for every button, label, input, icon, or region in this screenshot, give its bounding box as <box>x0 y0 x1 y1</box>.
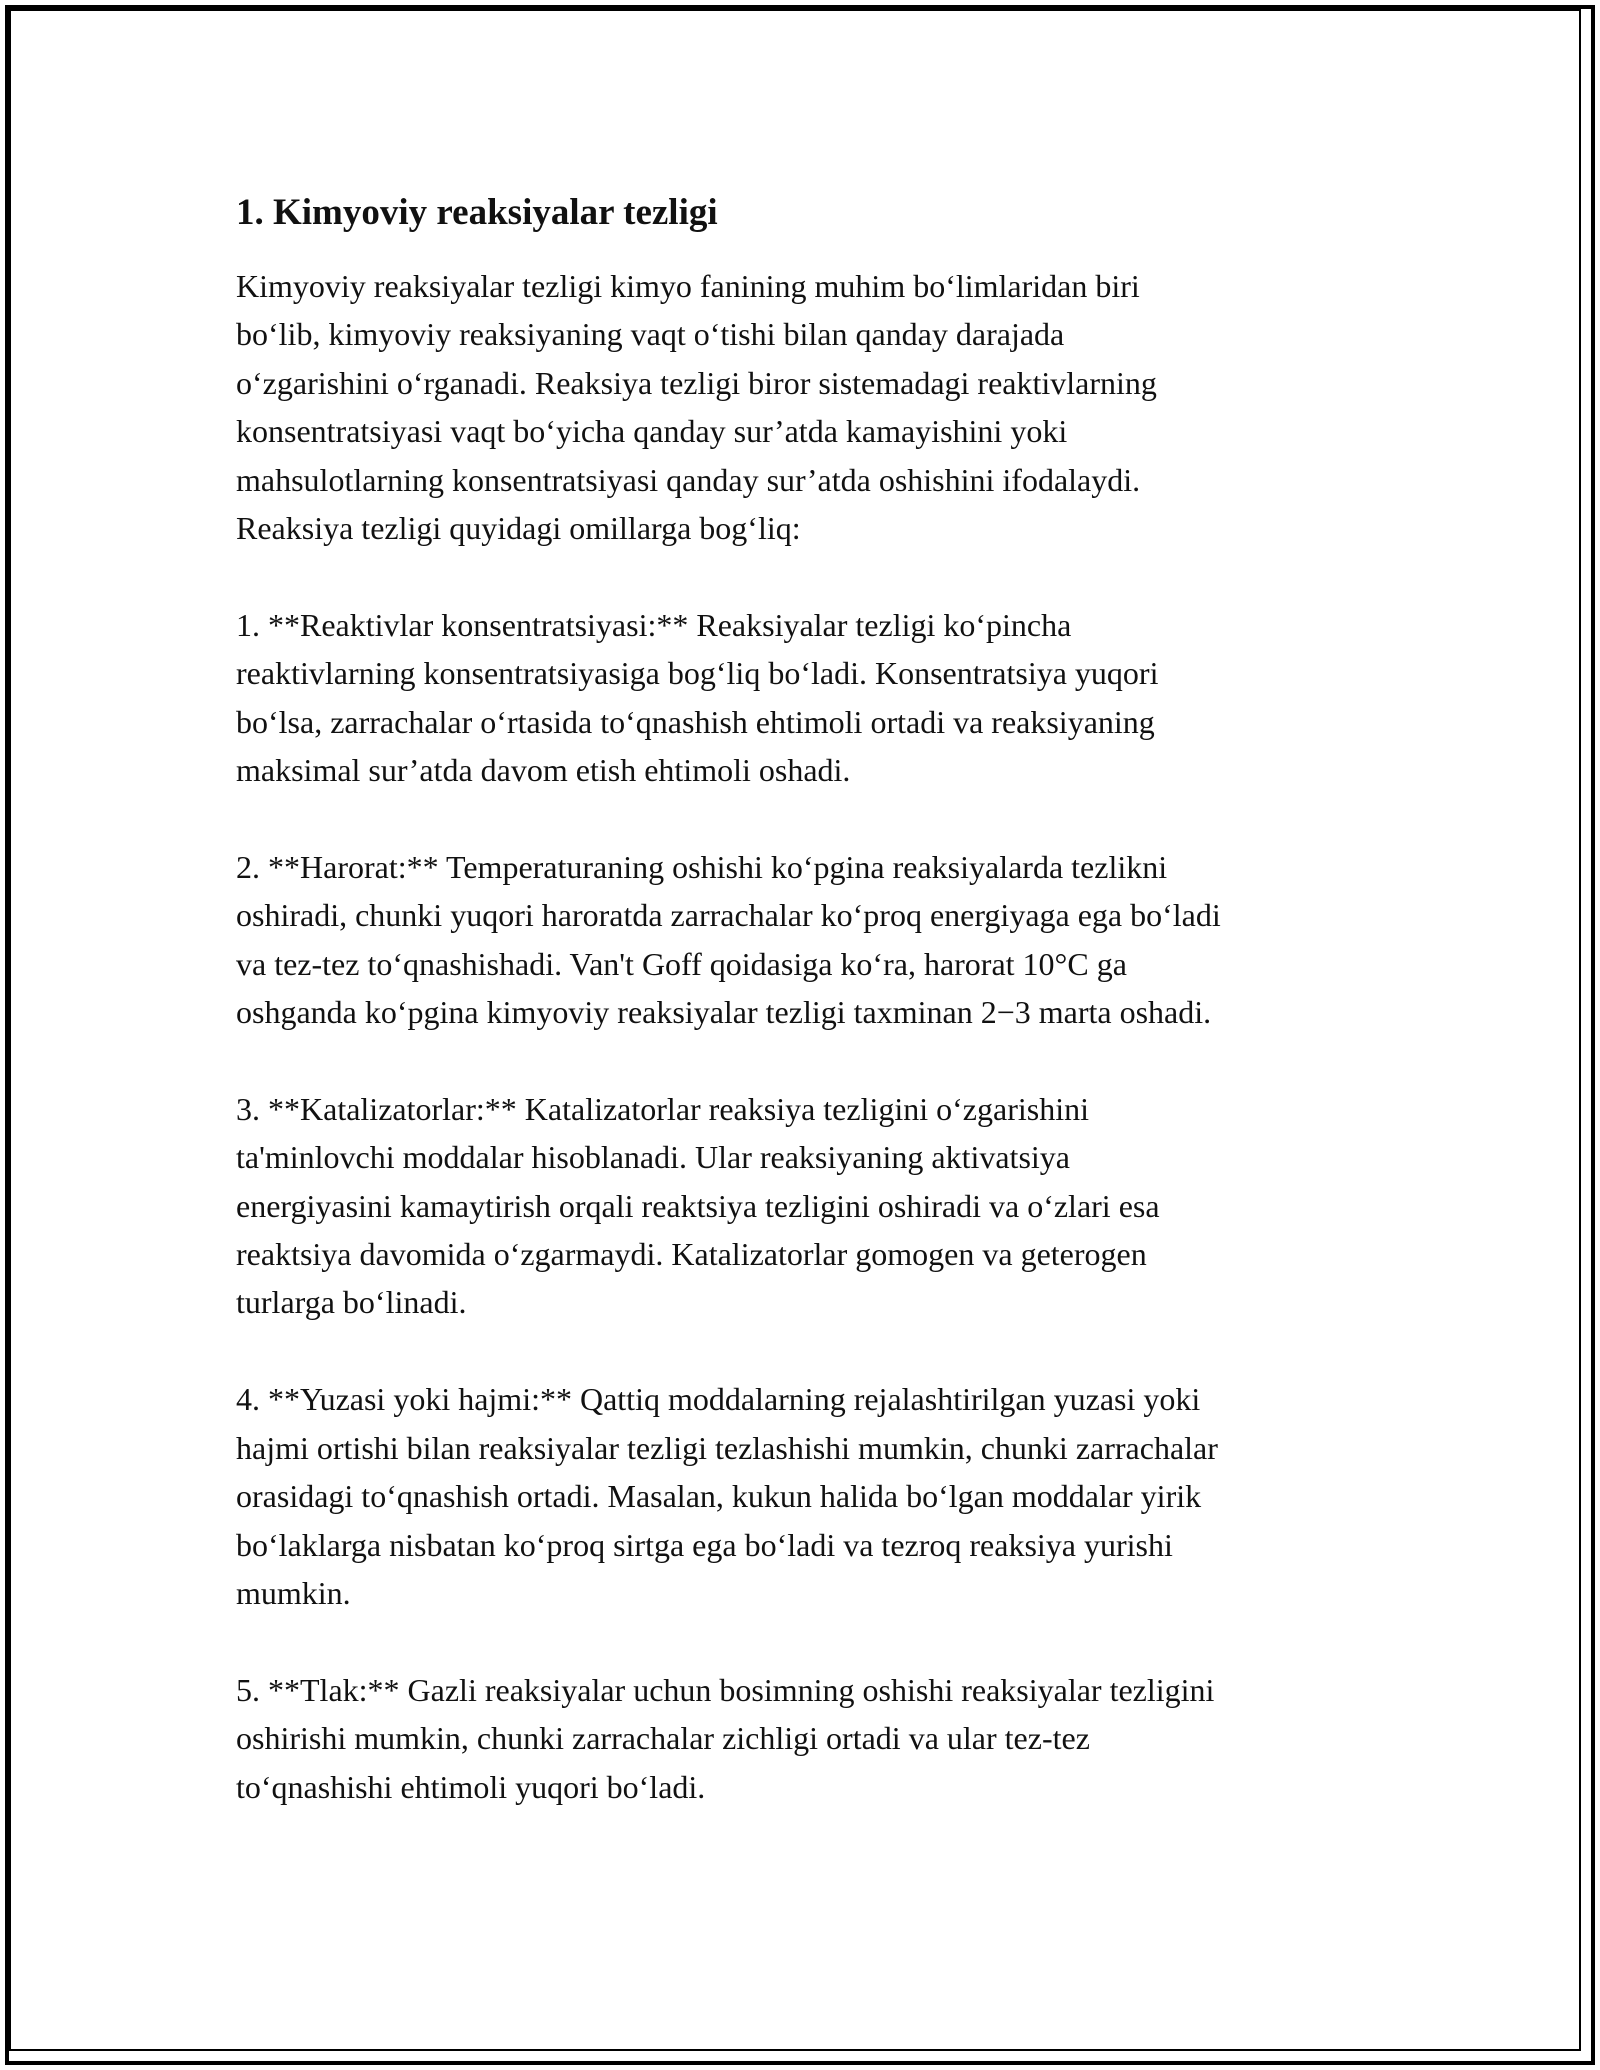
text-line: 5. **Tlak:** Gazli reaksiyalar uchun bosimning oshishi reaksiyalar tezligini <box>236 1671 1215 1708</box>
text-line: oshganda ko‘pgina kimyoviy reaksiyalar tezligi taxminan 2−3 marta oshadi. <box>236 994 1212 1031</box>
text-line: oshirishi mumkin, chunki zarrachalar zichligi ortadi va ular tez-tez <box>236 1720 1090 1757</box>
document-body <box>236 186 1376 1811</box>
text-line: mahsulotlarning konsentratsiyasi qanday sur’atda oshishini ifodalaydi. <box>236 461 1141 498</box>
text-line: bo‘lib, kimyoviy reaksiyaning vaqt o‘tishi bilan qanday darajada <box>236 316 1065 353</box>
text-line: hajmi ortishi bilan reaksiyalar tezligi tezlashishi mumkin, chunki zarrachalar <box>236 1429 1218 1466</box>
text-line: Kimyoviy reaksiyalar tezligi kimyo fanining muhim bo‘limlaridan biri <box>236 268 1140 304</box>
text-line: 2. **Harorat:** Temperaturaning oshishi ko‘pgina reaksiyalarda tezlikni <box>236 848 1168 885</box>
factor-paragraph-concentration <box>236 601 1376 795</box>
text-line: mumkin. <box>236 1574 351 1611</box>
text-line: konsentratsiyasi vaqt bo‘yicha qanday sur’atda kamayishini yoki <box>236 413 1068 450</box>
text-line: va tez-tez to‘qnashishadi. Van't Goff qoidasiga ko‘ra, harorat 10°C ga <box>236 945 1127 982</box>
text-line: oshiradi, chunki yuqori haroratda zarrachalar ko‘proq energiyaga ega bo‘ladi <box>236 897 1221 934</box>
text-line: 3. **Katalizatorlar:** Katalizatorlar reaksiya tezligini o‘zgarishini <box>236 1090 1089 1127</box>
intro-paragraph <box>236 262 1376 552</box>
text-line: energiyasini kamaytirish orqali reaktsiya tezligini oshiradi va o‘zlari esa <box>236 1187 1160 1224</box>
section-title: 1. Kimyoviy reaksiyalar tezligi <box>236 192 718 233</box>
text-line: bo‘lsa, zarrachalar o‘rtasida to‘qnashish ehtimoli ortadi va reaksiyaning <box>236 703 1155 740</box>
text-line: Reaksiya tezligi quyidagi omillarga bog‘liq: <box>236 510 801 547</box>
text-line: o‘zgarishini o‘rganadi. Reaksiya tezligi biror sistemadagi reaktivlarning <box>236 364 1157 401</box>
factor-paragraph-temperature <box>236 843 1376 1037</box>
text-line: ta'minlovchi moddalar hisoblanadi. Ular reaksiyaning aktivatsiya <box>236 1139 1070 1176</box>
text-line: turlarga bo‘linadi. <box>236 1284 467 1321</box>
factor-paragraph-catalysts <box>236 1085 1376 1327</box>
factor-paragraph-pressure <box>236 1666 1376 1811</box>
text-line: reaktivlarning konsentratsiyasiga bog‘liq bo‘ladi. Konsentratsiya yuqori <box>236 655 1159 692</box>
text-line: maksimal sur’atda davom etish ehtimoli oshadi. <box>236 752 851 789</box>
text-line: 4. **Yuzasi yoki hajmi:** Qattiq moddalarning rejalashtirilgan yuzasi yoki <box>236 1381 1201 1418</box>
text-line: orasidagi to‘qnashish ortadi. Masalan, kukun halida bo‘lgan moddalar yirik <box>236 1478 1202 1515</box>
factor-paragraph-surface <box>236 1375 1376 1617</box>
text-line: to‘qnashishi ehtimoli yuqori bo‘ladi. <box>236 1768 706 1805</box>
text-line: reaktsiya davomida o‘zgarmaydi. Katalizatorlar gomogen va geterogen <box>236 1236 1147 1273</box>
text-line: bo‘laklarga nisbatan ko‘proq sirtga ega bo‘ladi va tezroq reaksiya yurishi <box>236 1526 1173 1563</box>
text-line: 1. **Reaktivlar konsentratsiyasi:** Reaksiyalar tezligi ko‘pincha <box>236 606 1072 643</box>
